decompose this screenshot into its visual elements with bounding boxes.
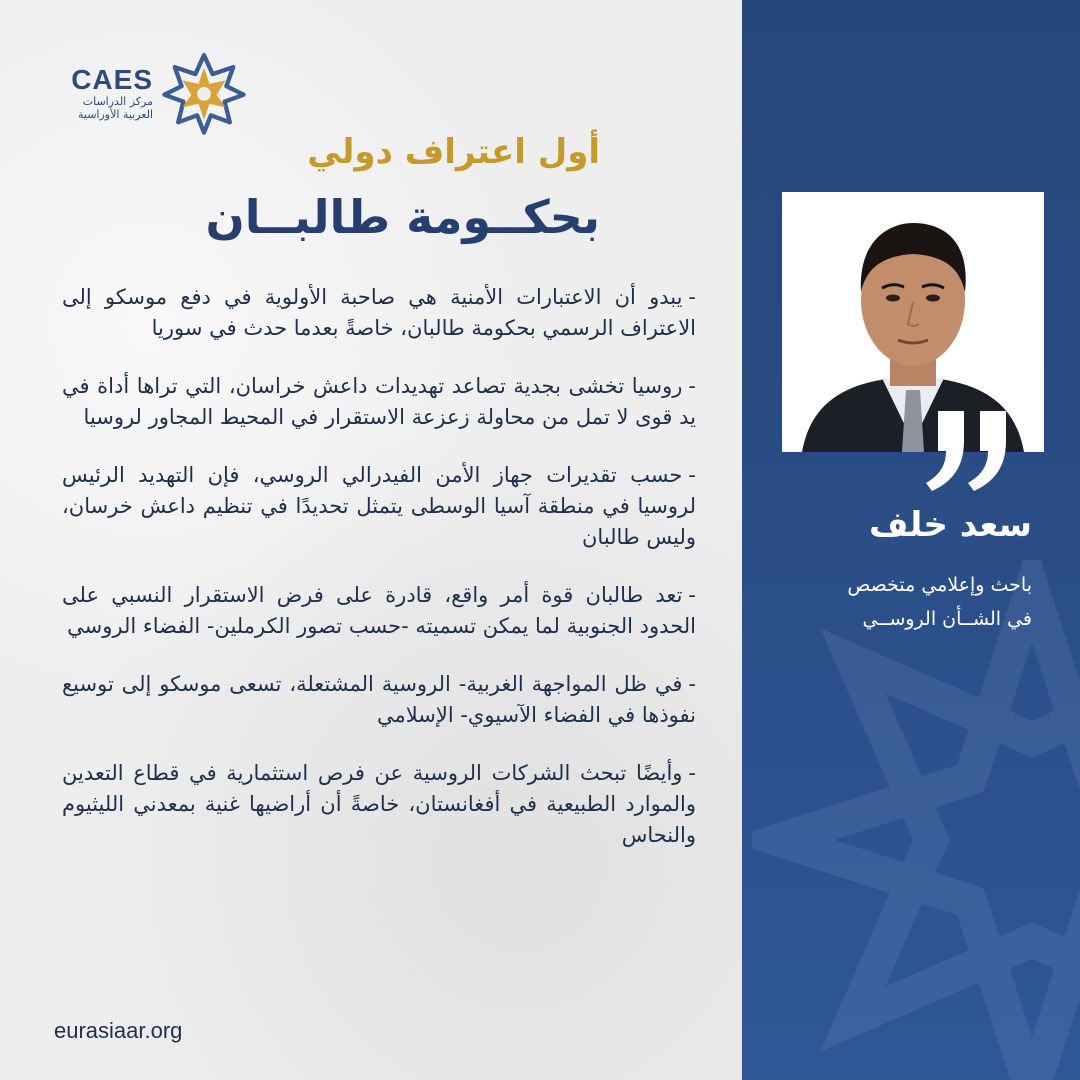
bullet-item (62, 580, 696, 642)
bullet-text: روسيا تخشى بجدية تصاعد تهديدات داعش خراسان، التي تراها أداة في يد قوى لا تمل من محاولة زعزعة الاستقرار في المحيط المجاور لروسيا (62, 374, 696, 429)
title-line1: أول اعتراف دولي (307, 132, 600, 172)
background-star-icon (752, 560, 1080, 1080)
caes-logo (58, 58, 248, 128)
bullet-item (62, 460, 696, 553)
title-line2: بحكــومة طالبــان (205, 190, 600, 244)
bullet-marker: - (688, 672, 696, 696)
website-link[interactable]: eurasiaar.org (54, 1018, 183, 1043)
bullet-marker: - (688, 285, 696, 309)
bullet-marker: - (688, 463, 696, 487)
bullet-marker: - (688, 761, 696, 785)
bullet-text: في ظل المواجهة الغربية- الروسية المشتعلة، تسعى موسكو إلى توسيع نفوذها في الفضاء الآسيوي- الإسلامي (62, 672, 696, 727)
logo-text (58, 65, 153, 121)
bullet-text: وأيضًا تبحث الشركات الروسية عن فرص استثمارية في قطاع التعدين والموارد الطبيعية في أفغانستان، خاصةً أن أراضيها غنية بمعدني الليثيوم والنحاس (62, 761, 696, 847)
bullet-text: يبدو أن الاعتبارات الأمنية هي صاحبة الأولوية في دفع موسكو إلى الاعتراف الرسمي بحكومة طالبان، خاصةً بعدما حدث في سوريا (62, 285, 696, 340)
bullet-item (62, 758, 696, 851)
bullet-marker: - (688, 583, 696, 607)
logo-name-line2: العربية الأوراسية (77, 108, 153, 121)
bullet-item (62, 371, 696, 433)
author-role (760, 568, 1032, 636)
bullet-item (62, 669, 696, 731)
bullet-item (62, 282, 696, 344)
caes-star-logo-icon (161, 50, 247, 136)
logo-name-line1: مركز الدراسات (82, 95, 153, 108)
author-role-line1: باحث وإعلامي متخصص (847, 574, 1032, 596)
bullet-marker: - (688, 374, 696, 398)
bullet-text: حسب تقديرات جهاز الأمن الفيدرالي الروسي، فإن التهديد الرئيس لروسيا في منطقة آسيا الوسطى يتمثل تحديدًا في تنظيم داعش خرسان، وليس طالبان (62, 463, 696, 549)
bullet-list (62, 282, 696, 878)
bullet-text: تعد طالبان قوة أمر واقع، قادرة على فرض الاستقرار النسبي على الحدود الجنوبية لما يمكن تسميته -حسب تصور الكرملين- الفضاء الروسي (62, 583, 696, 638)
closing-quote-icon (920, 405, 1030, 495)
author-role-line2: في الشــأن الروســي (862, 608, 1032, 630)
author-name: سعد خلف (869, 505, 1032, 545)
logo-abbr: CAES (71, 64, 153, 95)
